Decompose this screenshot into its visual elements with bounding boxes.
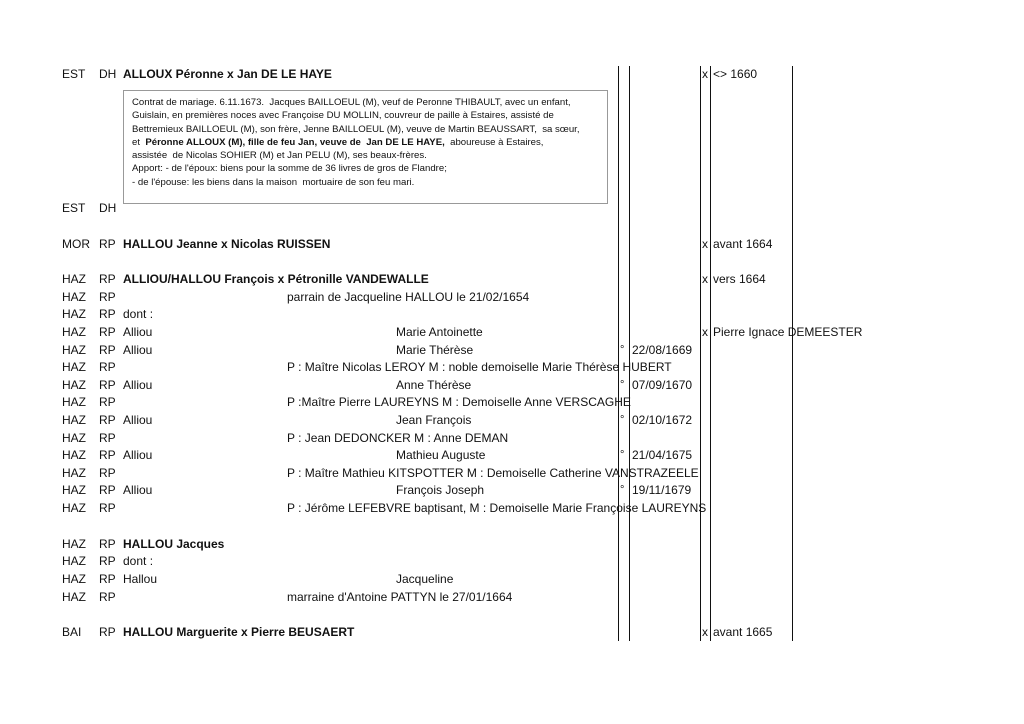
note-line <box>132 123 607 136</box>
name-cell: HALLOU Marguerite x Pierre BEUSAERT <box>123 625 355 639</box>
note-text: Péronne ALLOUX (M), fille de feu Jan, veuve de Jan DE LE HAYE, <box>145 136 445 148</box>
marriage-info: avant 1664 <box>713 237 773 251</box>
birth-date: 19/11/1679 <box>632 483 692 497</box>
source-code: MOR <box>62 237 90 251</box>
name-cell: Alliou <box>123 483 153 497</box>
table-row <box>0 465 1024 482</box>
source-code: HAZ <box>62 360 86 374</box>
table-row <box>0 571 1024 588</box>
register-code: RP <box>99 483 116 497</box>
name-cell: Alliou <box>123 343 153 357</box>
register-code: RP <box>99 413 116 427</box>
name-cell: Alliou <box>123 325 153 339</box>
source-code: HAZ <box>62 590 86 604</box>
table-row <box>0 289 1024 306</box>
marriage-symbol: x <box>702 325 708 339</box>
note-cell: marraine d'Antoine PATTYN le 27/01/1664 <box>287 590 513 604</box>
register-code: RP <box>99 431 116 445</box>
source-code: HAZ <box>62 307 86 321</box>
source-code: HAZ <box>62 343 86 357</box>
name-cell: HALLOU Jacques <box>123 537 225 551</box>
marriage-info: avant 1665 <box>713 625 773 639</box>
register-code: DH <box>99 201 117 215</box>
given-name-cell: Mathieu Auguste <box>396 448 486 462</box>
marriage-contract-note <box>123 90 608 204</box>
register-code: DH <box>99 67 117 81</box>
register-code: RP <box>99 237 116 251</box>
source-code: HAZ <box>62 501 86 515</box>
register-code: RP <box>99 395 116 409</box>
marriage-symbol: x <box>702 625 708 639</box>
marriage-info: <> 1660 <box>713 67 758 81</box>
note-text: Apport: - de l'époux: biens pour la somme de 36 livres de gros de Flandre; <box>132 163 447 175</box>
table-row <box>0 553 1024 570</box>
register-code: RP <box>99 625 116 639</box>
note-line <box>132 96 607 109</box>
note-text: Contrat de mariage. 6.11.1673. Jacques BAILLOEUL (M), veuf de Peronne THIBAULT, avec un enfant, <box>132 97 571 108</box>
name-cell: Alliou <box>123 448 153 462</box>
marriage-symbol: x <box>702 237 708 251</box>
register-code: RP <box>99 501 116 515</box>
marriage-info: vers 1664 <box>713 272 766 286</box>
given-name-cell: Jean François <box>396 413 472 427</box>
note-cell: P : Jean DEDONCKER M : Anne DEMAN <box>287 431 509 445</box>
table-row <box>0 394 1024 411</box>
register-code: RP <box>99 272 116 286</box>
note-cell: P :Maître Pierre LAUREYNS M : Demoiselle Anne VERSCAGHE <box>287 395 631 409</box>
source-code: HAZ <box>62 413 86 427</box>
source-code: EST <box>62 201 86 215</box>
table-row <box>0 236 1024 253</box>
marriage-info: Pierre Ignace DEMEESTER <box>713 325 863 339</box>
name-cell: Alliou <box>123 378 153 392</box>
source-code: HAZ <box>62 554 86 568</box>
note-text: Guislain, en premières noces avec Françoise DU MOLLIN, couvreur de paille à Estaires, assisté de <box>132 110 554 122</box>
marriage-symbol: x <box>702 67 708 81</box>
marriage-symbol: x <box>702 272 708 286</box>
given-name-cell: Marie Thérèse <box>396 343 474 357</box>
register-code: RP <box>99 537 116 551</box>
source-code: HAZ <box>62 431 86 445</box>
source-code: HAZ <box>62 378 86 392</box>
table-row <box>0 430 1024 447</box>
name-cell: Alliou <box>123 413 153 427</box>
birth-symbol: ° <box>620 449 625 461</box>
note-cell: P : Jérôme LEFEBVRE baptisant, M : Demoiselle Marie Françoise LAUREYNS <box>287 501 707 515</box>
register-code: RP <box>99 325 116 339</box>
table-row <box>0 447 1024 464</box>
birth-symbol: ° <box>620 379 625 391</box>
register-code: RP <box>99 466 116 480</box>
source-code: HAZ <box>62 466 86 480</box>
register-code: RP <box>99 590 116 604</box>
birth-symbol: ° <box>620 414 625 426</box>
note-text: - de l'épouse: les biens dans la maison mortuaire de son feu mari. <box>132 176 415 188</box>
note-text: aboureuse à Estaires, <box>444 136 544 148</box>
birth-symbol: ° <box>620 484 625 496</box>
name-cell: ALLIOU/HALLOU François x Pétronille VANDEWALLE <box>123 272 429 286</box>
given-name-cell: Jacqueline <box>396 572 454 586</box>
table-row <box>0 500 1024 517</box>
table-row <box>0 536 1024 553</box>
source-code: HAZ <box>62 325 86 339</box>
table-row <box>0 342 1024 359</box>
register-code: RP <box>99 343 116 357</box>
note-line <box>132 162 607 175</box>
note-line <box>132 176 607 189</box>
register-code: RP <box>99 360 116 374</box>
source-code: HAZ <box>62 572 86 586</box>
name-cell: dont : <box>123 307 154 321</box>
name-cell: ALLOUX Péronne x Jan DE LE HAYE <box>123 67 332 81</box>
source-code: HAZ <box>62 272 86 286</box>
source-code: HAZ <box>62 537 86 551</box>
note-text: et <box>132 136 146 148</box>
birth-symbol: ° <box>620 344 625 356</box>
table-row <box>0 589 1024 606</box>
note-line <box>132 109 607 122</box>
register-code: RP <box>99 554 116 568</box>
register-code: RP <box>99 290 116 304</box>
table-row <box>0 66 1024 83</box>
table-row <box>0 271 1024 288</box>
table-row <box>0 306 1024 323</box>
note-cell: P : Maître Nicolas LEROY M : noble demoiselle Marie Thérèse HUBERT <box>287 360 672 374</box>
source-code: HAZ <box>62 395 86 409</box>
birth-date: 02/10/1672 <box>632 413 693 427</box>
table-row <box>0 359 1024 376</box>
birth-date: 21/04/1675 <box>632 448 693 462</box>
source-code: HAZ <box>62 448 86 462</box>
table-row <box>0 624 1024 641</box>
register-code: RP <box>99 572 116 586</box>
given-name-cell: François Joseph <box>396 483 485 497</box>
register-code: RP <box>99 448 116 462</box>
name-cell: Hallou <box>123 572 158 586</box>
register-code: RP <box>99 307 116 321</box>
source-code: EST <box>62 67 86 81</box>
table-row <box>0 377 1024 394</box>
birth-date: 07/09/1670 <box>632 378 693 392</box>
table-row <box>0 482 1024 499</box>
source-code: HAZ <box>62 483 86 497</box>
note-text: Bettremieux BAILLOEUL (M), son frère, Jenne BAILLOEUL (M), veuve de Martin BEAUSSART, sa sœur, <box>132 123 580 135</box>
note-line <box>132 136 607 149</box>
source-code: BAI <box>62 625 82 639</box>
note-cell: P : Maître Mathieu KITSPOTTER M : Demoiselle Catherine VANSTRAZEELE <box>287 466 699 480</box>
note-cell: parrain de Jacqueline HALLOU le 21/02/1654 <box>287 290 530 304</box>
note-text: assistée de Nicolas SOHIER (M) et Jan PELU (M), ses beaux-frères. <box>132 150 427 162</box>
note-line <box>132 149 607 162</box>
register-code: RP <box>99 378 116 392</box>
given-name-cell: Marie Antoinette <box>396 325 483 339</box>
table-row <box>0 412 1024 429</box>
given-name-cell: Anne Thérèse <box>396 378 472 392</box>
source-code: HAZ <box>62 290 86 304</box>
name-cell: dont : <box>123 554 154 568</box>
table-row <box>0 324 1024 341</box>
birth-date: 22/08/1669 <box>632 343 693 357</box>
name-cell: HALLOU Jeanne x Nicolas RUISSEN <box>123 237 331 251</box>
